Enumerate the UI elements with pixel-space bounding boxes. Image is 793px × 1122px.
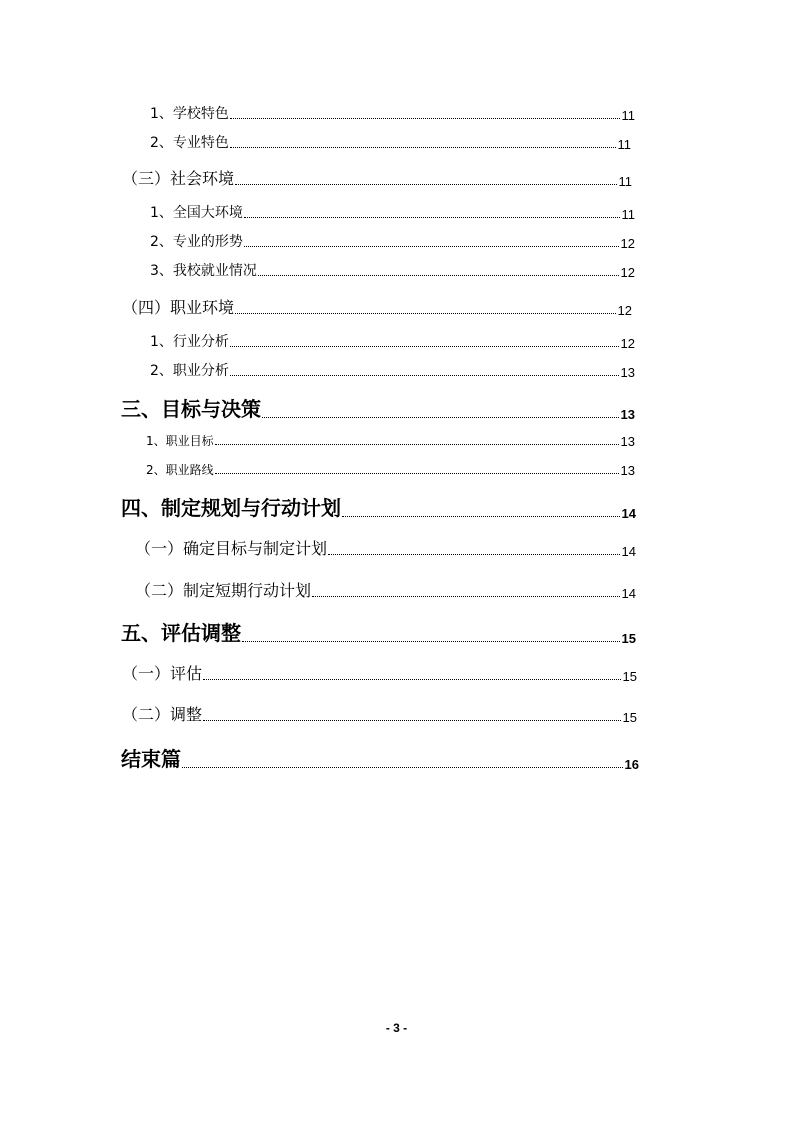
toc-leader-dots — [235, 312, 616, 314]
toc-entry[interactable] — [122, 166, 632, 189]
toc-entry-page: 11 — [617, 137, 631, 152]
toc-entry[interactable] — [150, 202, 635, 222]
toc-entry-title: （一）评估 — [122, 664, 203, 683]
toc-leader-dots — [235, 183, 616, 185]
toc-entry[interactable] — [150, 360, 635, 380]
toc-entry-title: 2、专业特色 — [150, 135, 229, 151]
toc-entry[interactable] — [122, 295, 632, 318]
toc-leader-dots — [230, 117, 620, 119]
toc-entry-page: 12 — [620, 336, 635, 351]
toc-entry-page: 13 — [620, 434, 635, 449]
toc-leader-dots — [182, 766, 623, 768]
toc-entry[interactable] — [150, 260, 635, 280]
toc-leader-dots — [203, 678, 621, 680]
toc-leader-dots — [244, 216, 620, 218]
toc-entry-title: 三、目标与决策 — [121, 397, 261, 421]
toc-entry-chapter[interactable] — [121, 492, 636, 521]
toc-entry-page: 11 — [621, 207, 635, 222]
toc-entry-page: 11 — [621, 108, 635, 123]
toc-entry-title: （四）职业环境 — [122, 298, 235, 317]
toc-leader-dots — [230, 146, 616, 148]
toc-entry-title: 1、行业分析 — [150, 334, 229, 350]
toc-entry-page: 13 — [620, 407, 635, 422]
toc-entry-title: 1、学校特色 — [150, 106, 229, 122]
toc-entry-chapter[interactable] — [121, 393, 635, 422]
toc-leader-dots — [262, 416, 619, 418]
toc-leader-dots — [328, 553, 620, 555]
toc-entry-title: 1、全国大环境 — [150, 205, 243, 221]
toc-entry-page: 12 — [620, 236, 635, 251]
toc-entry-page: 15 — [621, 631, 636, 646]
toc-leader-dots — [230, 374, 619, 376]
toc-entry-page: 12 — [620, 265, 635, 280]
toc-entry[interactable] — [146, 461, 635, 478]
toc-entry-title: 2、职业路线 — [146, 463, 214, 477]
toc-entry-page: 16 — [624, 757, 639, 772]
toc-entry-title: 1、职业目标 — [146, 434, 214, 448]
toc-leader-dots — [242, 640, 620, 642]
toc-leader-dots — [215, 443, 619, 445]
toc-entry[interactable] — [150, 331, 635, 351]
toc-entry[interactable] — [150, 103, 635, 123]
toc-leader-dots — [342, 515, 620, 517]
toc-leader-dots — [215, 472, 619, 474]
toc-entry-page: 14 — [621, 506, 636, 521]
toc-entry-title: 五、评估调整 — [121, 621, 241, 645]
toc-entry[interactable] — [122, 661, 637, 684]
toc-entry[interactable] — [135, 536, 636, 559]
toc-entry-title: （一）确定目标与制定计划 — [135, 539, 328, 558]
toc-entry-page: 15 — [622, 669, 637, 684]
toc-entry-title: （二）制定短期行动计划 — [135, 581, 312, 600]
toc-entry[interactable] — [150, 132, 631, 152]
toc-entry-page: 13 — [620, 463, 635, 478]
toc-entry-chapter[interactable] — [121, 617, 636, 646]
toc-entry[interactable] — [122, 702, 637, 725]
toc-entry-page: 13 — [620, 365, 635, 380]
page-number: - 3 - — [385, 1021, 408, 1035]
toc-leader-dots — [244, 245, 619, 247]
toc-leader-dots — [258, 274, 619, 276]
toc-entry-title: 四、制定规划与行动计划 — [121, 496, 341, 520]
toc-entry-title: 2、职业分析 — [150, 363, 229, 379]
toc-entry-page: 12 — [617, 303, 632, 318]
toc-leader-dots — [230, 345, 619, 347]
toc-entry-chapter[interactable] — [121, 743, 639, 772]
toc-entry[interactable] — [146, 432, 635, 449]
toc-entry-page: 11 — [618, 174, 632, 189]
toc-entry-title: 结束篇 — [121, 747, 181, 771]
toc-entry-page: 15 — [622, 710, 637, 725]
toc-entry-page: 14 — [621, 544, 636, 559]
toc-entry-title: 3、我校就业情况 — [150, 263, 257, 279]
toc-entry-title: （二）调整 — [122, 705, 203, 724]
toc-entry-title: 2、专业的形势 — [150, 234, 243, 250]
toc-entry-title: （三）社会环境 — [122, 169, 235, 188]
toc-entry-page: 14 — [621, 586, 636, 601]
toc-entry[interactable] — [150, 231, 635, 251]
toc-entry[interactable] — [135, 578, 636, 601]
toc-leader-dots — [203, 719, 621, 721]
toc-leader-dots — [312, 595, 620, 597]
